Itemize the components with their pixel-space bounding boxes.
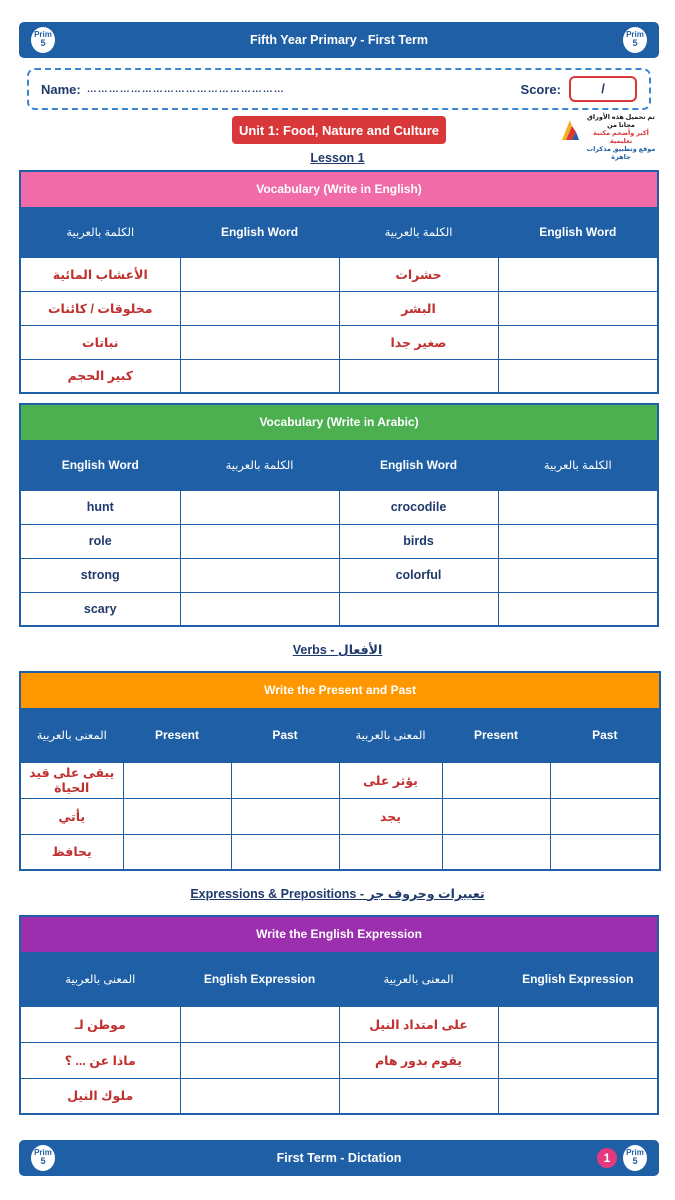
arabic-word-cell: يبقى على قيد الحياة xyxy=(20,762,123,798)
arabic-word-cell: حشرات xyxy=(339,257,498,291)
table-row xyxy=(20,524,658,558)
arabic-word-cell: ملوك النيل xyxy=(20,1078,180,1114)
answer-blank[interactable] xyxy=(231,834,339,870)
column-header: Past xyxy=(231,708,339,762)
arabic-word-cell: نباتات xyxy=(20,325,180,359)
table-row xyxy=(20,592,658,626)
arabic-word-cell: موطن لـ xyxy=(20,1006,180,1042)
answer-blank[interactable] xyxy=(339,592,498,626)
answer-blank[interactable] xyxy=(180,490,339,524)
score-label: Score: xyxy=(520,81,561,97)
arabic-word-cell: الأعشاب المائية xyxy=(20,257,180,291)
table-row xyxy=(20,762,660,798)
prim5-badge-left: Prim 5 xyxy=(31,1145,55,1171)
logo-icon xyxy=(560,118,580,142)
prim5-badge-right: Prim 5 xyxy=(623,27,647,53)
answer-blank[interactable] xyxy=(231,762,339,798)
arabic-word-cell: يأتي xyxy=(20,798,123,834)
name-score-box xyxy=(27,68,651,110)
arabic-word-cell: مخلوقات / كائنات xyxy=(20,291,180,325)
english-word-cell: crocodile xyxy=(339,490,498,524)
english-word-cell: scary xyxy=(20,592,180,626)
english-word-cell: role xyxy=(20,524,180,558)
answer-blank[interactable] xyxy=(550,798,660,834)
answer-blank[interactable] xyxy=(180,359,339,393)
name-input[interactable]: ……………………………………………… xyxy=(86,83,285,95)
answer-blank[interactable] xyxy=(231,798,339,834)
answer-blank[interactable] xyxy=(498,592,658,626)
table-row xyxy=(20,291,658,325)
arabic-word-cell: يجد xyxy=(339,798,442,834)
table-row xyxy=(20,1042,658,1078)
answer-blank[interactable] xyxy=(498,1042,658,1078)
english-word-cell: birds xyxy=(339,524,498,558)
page-header xyxy=(19,22,659,58)
expressions-label: Expressions & Prepositions - تعبيرات وحروف جر xyxy=(190,887,485,901)
answer-blank[interactable] xyxy=(498,325,658,359)
table-row xyxy=(20,798,660,834)
answer-blank[interactable] xyxy=(180,524,339,558)
english-word-cell: colorful xyxy=(339,558,498,592)
column-header: English Word xyxy=(20,440,180,490)
vocab-arabic-table xyxy=(19,403,659,627)
verbs-table xyxy=(19,671,661,871)
column-header: الكلمة بالعربية xyxy=(339,207,498,257)
arabic-word-cell: على امتداد النيل xyxy=(339,1006,498,1042)
arabic-word-cell: البشر xyxy=(339,291,498,325)
column-header: Present xyxy=(442,708,550,762)
score-input[interactable]: / xyxy=(569,76,637,102)
vocab-english-table xyxy=(19,170,659,394)
logo-line-2: أكبر وأضخم مكتبة تعليمية xyxy=(593,130,649,145)
answer-blank[interactable] xyxy=(498,1006,658,1042)
answer-blank[interactable] xyxy=(498,524,658,558)
answer-blank[interactable] xyxy=(339,1078,498,1114)
answer-blank[interactable] xyxy=(498,490,658,524)
answer-blank[interactable] xyxy=(123,798,231,834)
column-header: Present xyxy=(123,708,231,762)
answer-blank[interactable] xyxy=(498,291,658,325)
answer-blank[interactable] xyxy=(442,762,550,798)
table-title: Write the Present and Past xyxy=(20,672,660,708)
answer-blank[interactable] xyxy=(498,359,658,393)
column-header: الكلمة بالعربية xyxy=(180,440,339,490)
answer-blank[interactable] xyxy=(180,257,339,291)
unit-title: Unit 1: Food, Nature and Culture xyxy=(232,116,446,144)
answer-blank[interactable] xyxy=(442,798,550,834)
answer-blank[interactable] xyxy=(180,325,339,359)
column-header: المعنى بالعربية xyxy=(20,708,123,762)
answer-blank[interactable] xyxy=(339,834,442,870)
answer-blank[interactable] xyxy=(442,834,550,870)
column-header: Past xyxy=(550,708,660,762)
column-header: English Word xyxy=(339,440,498,490)
logo-line-3: موقع وتطبيق مذكرات جاهزة xyxy=(586,146,656,161)
table-row xyxy=(20,1006,658,1042)
arabic-word-cell: يحافظ xyxy=(20,834,123,870)
table-title: Vocabulary (Write in Arabic) xyxy=(20,404,658,440)
answer-blank[interactable] xyxy=(550,834,660,870)
column-header: English Expression xyxy=(180,952,339,1006)
lesson-label: Lesson 1 xyxy=(310,151,365,165)
answer-blank[interactable] xyxy=(498,257,658,291)
arabic-word-cell: يؤثر على xyxy=(339,762,442,798)
answer-blank[interactable] xyxy=(180,291,339,325)
page-number: 1 xyxy=(597,1148,617,1168)
answer-blank[interactable] xyxy=(123,762,231,798)
table-title: Vocabulary (Write in English) xyxy=(20,171,658,207)
column-header: الكلمة بالعربية xyxy=(20,207,180,257)
expressions-table xyxy=(19,915,659,1115)
page-header-title: Fifth Year Primary - First Term xyxy=(249,33,429,47)
column-header: المعنى بالعربية xyxy=(339,952,498,1006)
arabic-word-cell: كبير الحجم xyxy=(20,359,180,393)
english-word-cell: hunt xyxy=(20,490,180,524)
english-word-cell: strong xyxy=(20,558,180,592)
column-header: الكلمة بالعربية xyxy=(498,440,658,490)
table-title: Write the English Expression xyxy=(20,916,658,952)
table-row xyxy=(20,1078,658,1114)
arabic-word-cell: صغير جدا xyxy=(339,325,498,359)
logo-line-1: تم تحميل هذه الأوراق مجانا من xyxy=(587,114,655,129)
arabic-word-cell: يقوم بدور هام xyxy=(339,1042,498,1078)
answer-blank[interactable] xyxy=(180,1042,339,1078)
answer-blank[interactable] xyxy=(498,1078,658,1114)
column-header: English Word xyxy=(498,207,658,257)
answer-blank[interactable] xyxy=(180,1078,339,1114)
table-row xyxy=(20,325,658,359)
name-label: Name: xyxy=(41,81,81,97)
answer-blank[interactable] xyxy=(123,834,231,870)
footer-title: First Term - Dictation xyxy=(276,1151,402,1165)
table-row xyxy=(20,257,658,291)
table-row xyxy=(20,359,658,393)
column-header: English Expression xyxy=(498,952,658,1006)
prim5-badge-left: Prim 5 xyxy=(31,27,55,53)
column-header: English Word xyxy=(180,207,339,257)
column-header: المعنى بالعربية xyxy=(20,952,180,1006)
answer-blank[interactable] xyxy=(339,359,498,393)
answer-blank[interactable] xyxy=(180,592,339,626)
page-footer xyxy=(19,1140,659,1176)
answer-blank[interactable] xyxy=(498,558,658,592)
answer-blank[interactable] xyxy=(180,1006,339,1042)
table-row xyxy=(20,558,658,592)
site-logo xyxy=(560,114,660,161)
arabic-word-cell: ماذا عن ... ؟ xyxy=(20,1042,180,1078)
column-header: المعنى بالعربية xyxy=(339,708,442,762)
answer-blank[interactable] xyxy=(180,558,339,592)
verbs-label: Verbs - الأفعال xyxy=(292,643,383,657)
answer-blank[interactable] xyxy=(550,762,660,798)
table-row xyxy=(20,490,658,524)
prim5-badge-right: Prim 5 xyxy=(623,1145,647,1171)
table-row xyxy=(20,834,660,870)
